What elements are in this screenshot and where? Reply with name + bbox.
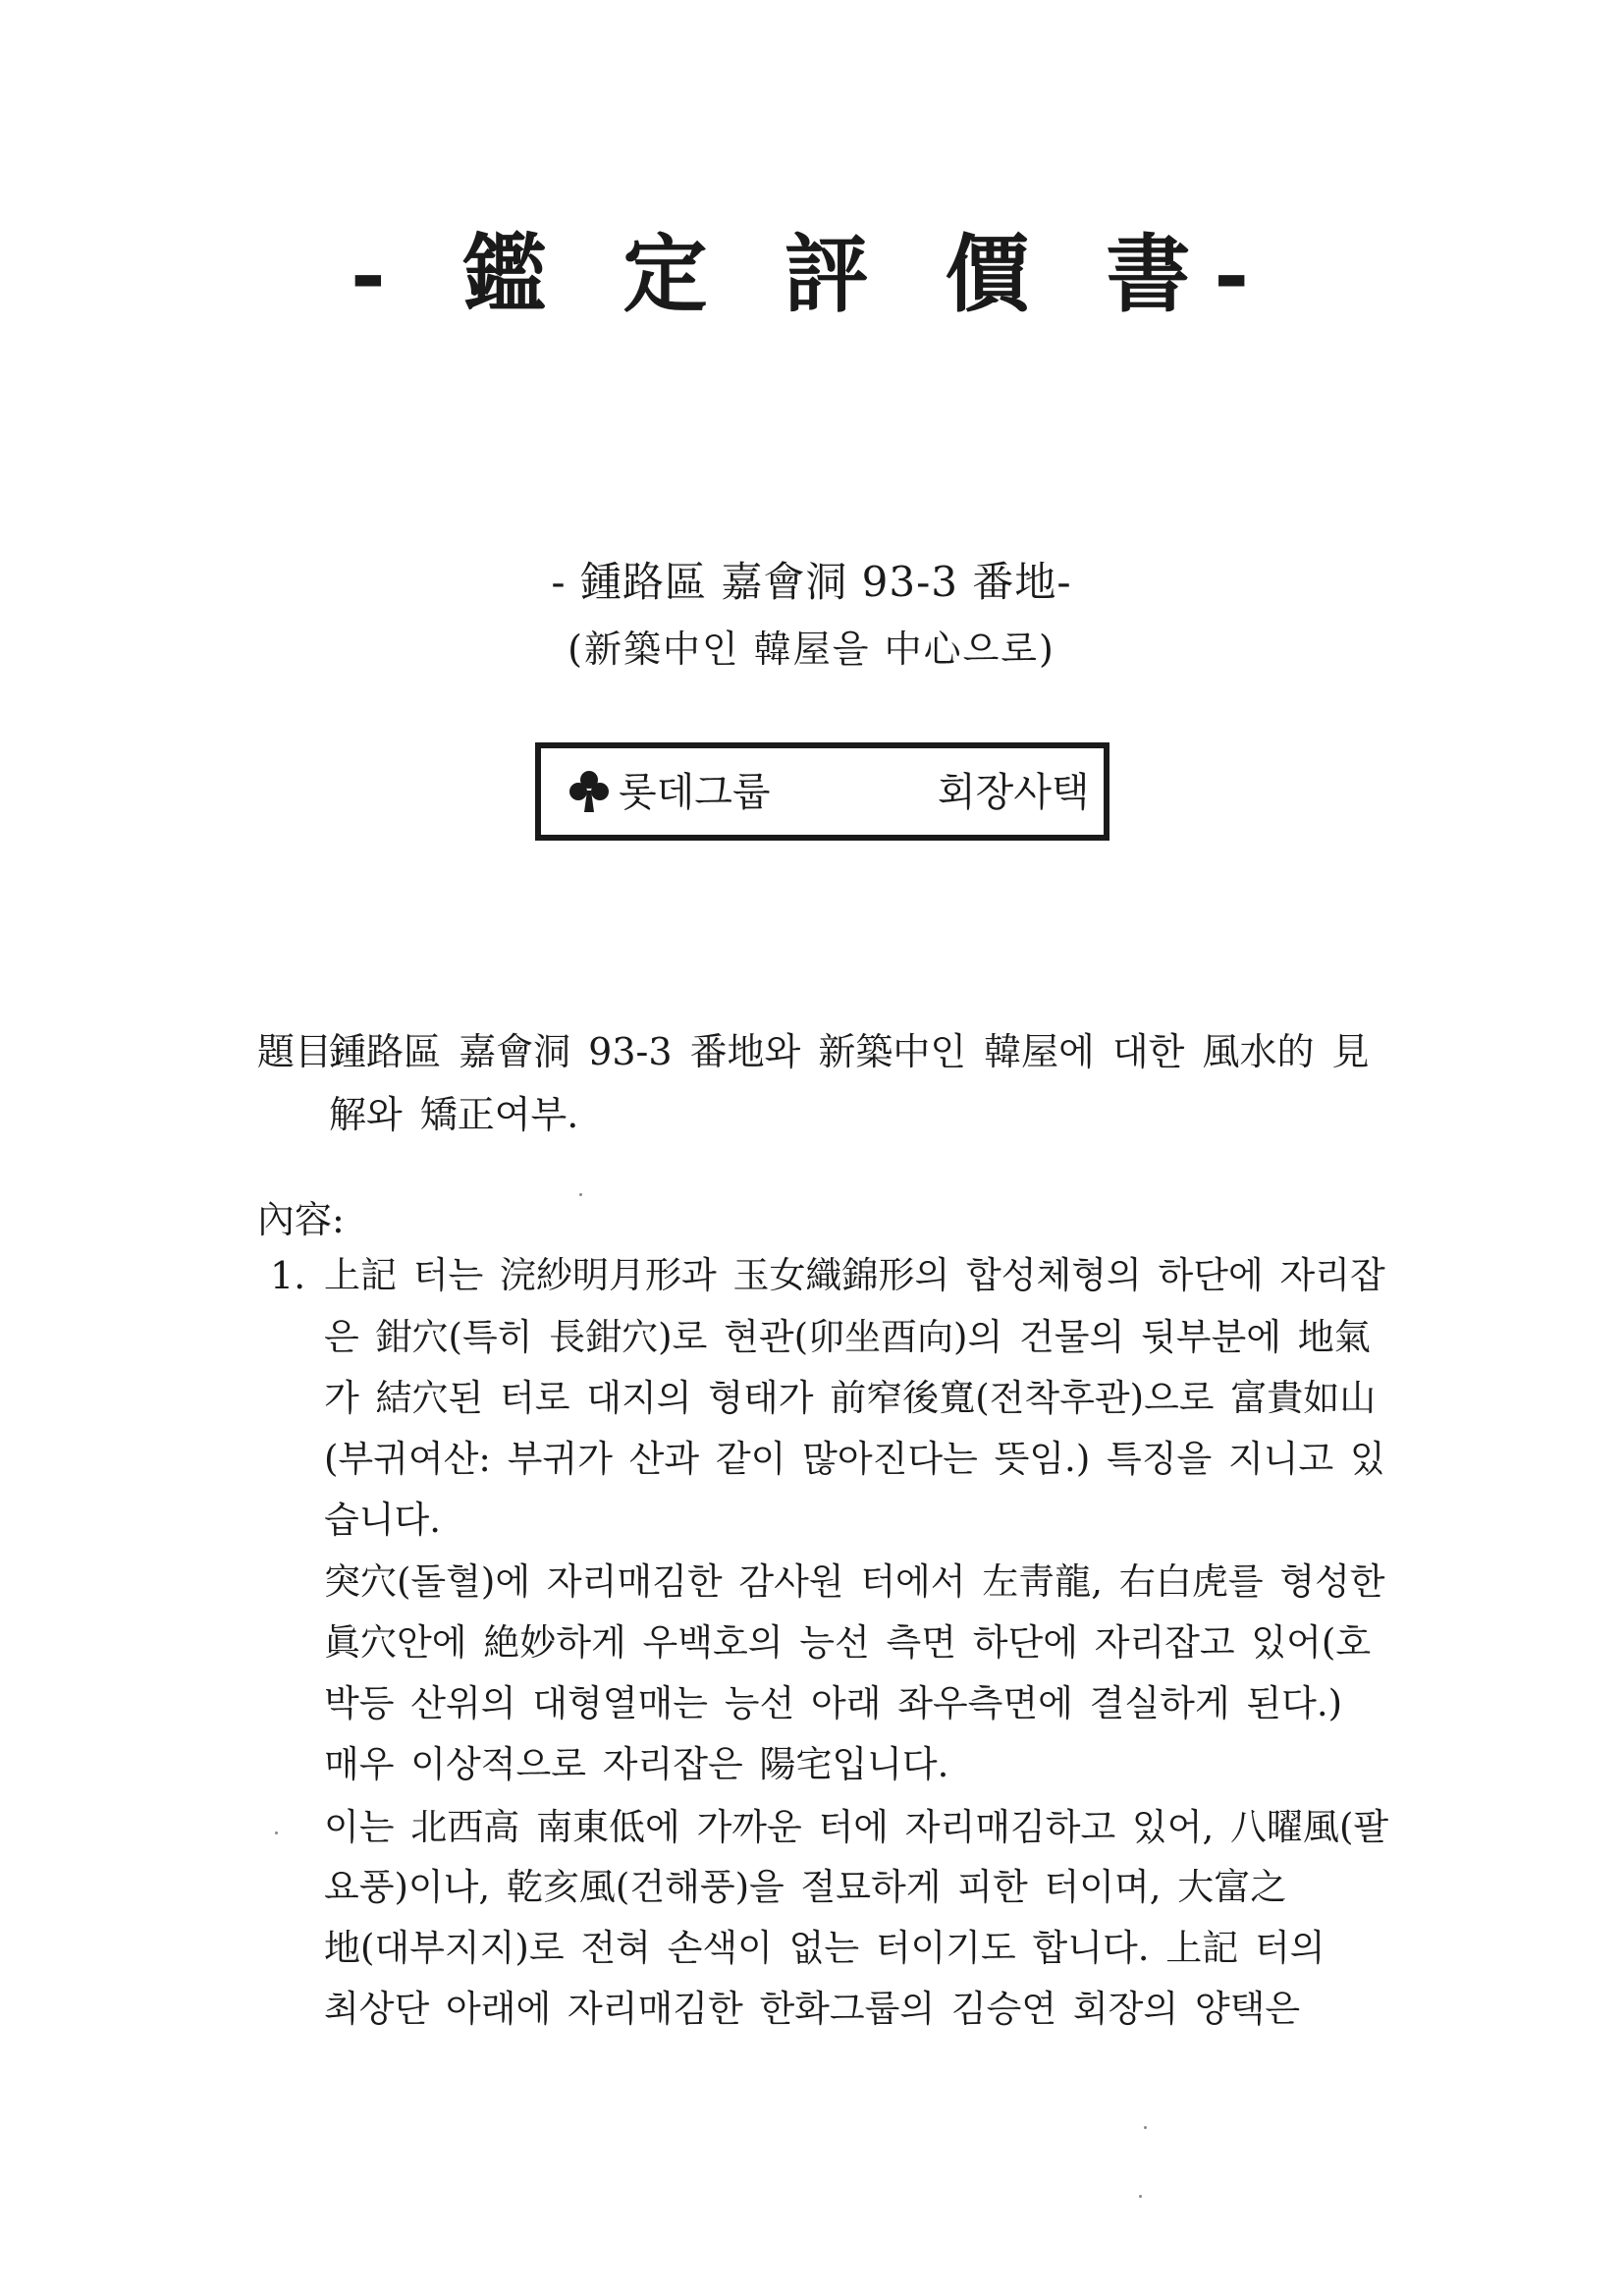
body-line: 최상단 아래에 자리매김한 한화그룹의 김승연 회장의 양택은 [324,1988,1301,2030]
body-line: 地(대부지지)로 전혀 손색이 없는 터이기도 합니다. 上記 터의 [324,1927,1325,1969]
body-line: 습니다. [324,1499,441,1541]
club-icon [568,769,611,814]
subject-line: 解와 矯正여부. [329,1093,579,1136]
document-title: - 鑑 定 評 價 書- [350,225,1273,324]
content-label: 內容: [257,1198,345,1241]
body-line: 上記 터는 浣紗明月形과 玉女織錦形의 합성체형의 하단에 자리잡 [324,1254,1385,1296]
body-line: 요풍)이나, 乾亥風(건해풍)을 절묘하게 피한 터이며, 大富之 [324,1866,1287,1908]
scan-speck [1144,2126,1147,2129]
subject-label: 題目: [257,1030,345,1073]
body-line: 매우 이상적으로 자리잡은 陽宅입니다. [324,1743,949,1785]
subtitle-address: - 鍾路區 嘉會洞 93-3 番地- [551,558,1072,606]
body-line: 이는 北西高 南東低에 가까운 터에 자리매김하고 있어, 八曜風(팔 [324,1806,1389,1848]
body-line: 가 結穴된 터로 대지의 형태가 前窄後寬(전착후관)으로 富貴如山 [324,1377,1377,1419]
subject-line: 鍾路區 嘉會洞 93-3 番地와 新築中인 韓屋에 대한 風水的 見 [329,1030,1370,1073]
recipient-box [535,742,1109,841]
recipient-title: 회장사택 [938,770,1090,815]
scan-speck [1139,2195,1142,2198]
item-number: 1. [270,1254,306,1297]
body-line: (부귀여산: 부귀가 산과 같이 많아진다는 뜻임.) 특징을 지니고 있 [324,1438,1385,1480]
scan-speck [275,1831,278,1834]
body-line: 박등 산위의 대형열매는 능선 아래 좌우측면에 결실하게 된다.) [324,1682,1343,1724]
subtitle-focus: (新築中인 韓屋을 中心으로) [568,628,1055,671]
body-line: 突穴(돌혈)에 자리매김한 감사원 터에서 左靑龍, 右白虎를 형성한 [324,1560,1385,1603]
scan-speck [579,1193,582,1196]
body-line: 眞穴안에 絶妙하게 우백호의 능선 측면 하단에 자리잡고 있어(호 [324,1621,1372,1664]
recipient-group: 롯데그룹 [619,770,771,815]
body-line: 은 鉗穴(특히 長鉗穴)로 현관(卯坐酉向)의 건물의 뒷부분에 地氣 [324,1316,1371,1358]
